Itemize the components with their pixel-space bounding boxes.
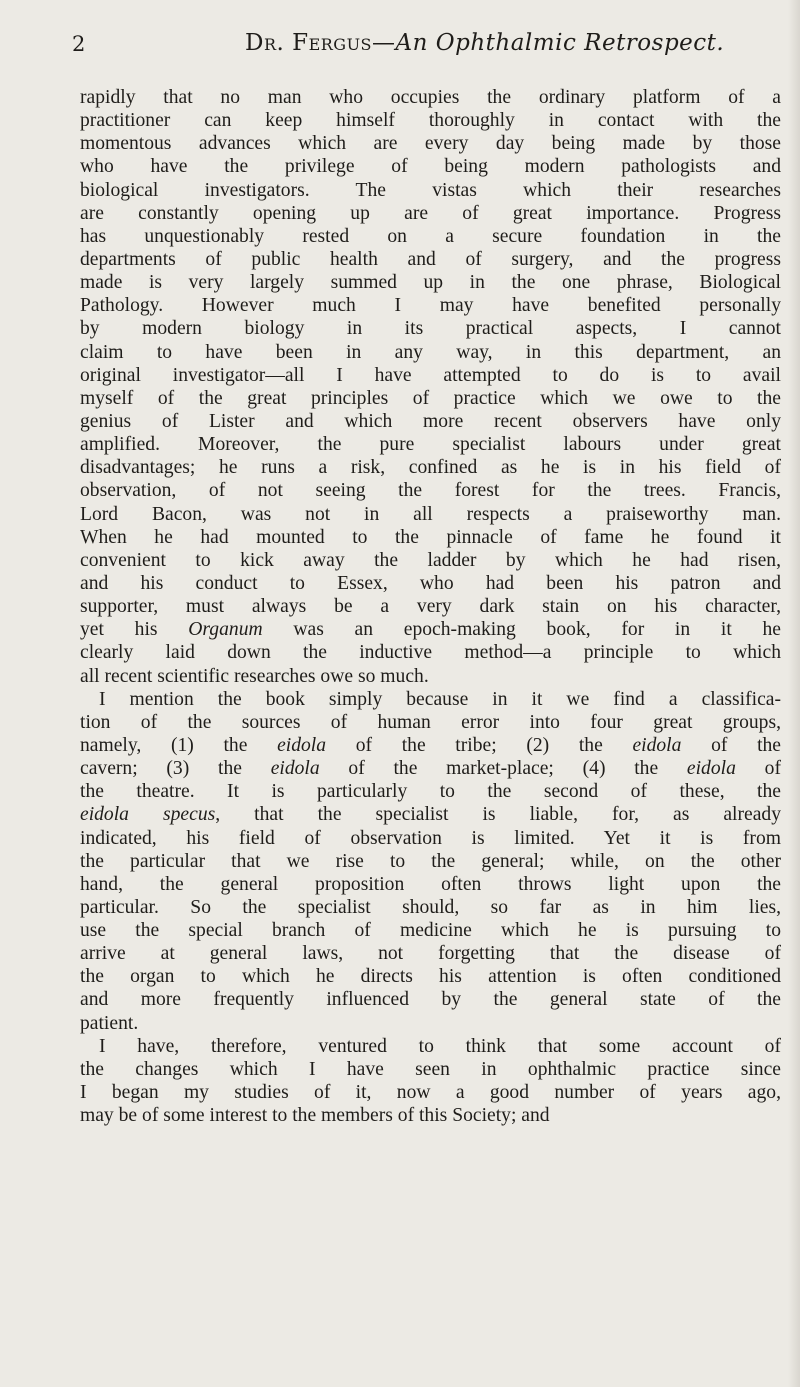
- text-line: use the special branch of medicine which he is pursuing to: [80, 920, 781, 942]
- text-line: When he had mounted to the pinnacle of fame he found it: [80, 526, 781, 548]
- text-line: patient.: [80, 1012, 139, 1034]
- text-line: cavern; (3) the eidola of the market-place; (4) the eidola of: [80, 758, 781, 780]
- text-line: who have the privilege of being modern pathologists and: [80, 156, 781, 178]
- running-header: [72, 30, 772, 70]
- text-line: the changes which I have seen in ophthalmic practice since: [80, 1058, 781, 1080]
- text-line: biological investigators. The vistas which their researches: [80, 179, 781, 201]
- text-line: made is very largely summed up in the one phrase, Biological: [80, 272, 781, 294]
- text-line: indicated, his field of observation is limited. Yet it is from: [80, 827, 781, 849]
- text-line: rapidly that no man who occupies the ordinary platform of a: [80, 87, 781, 108]
- italic-term: eidola: [686, 758, 736, 780]
- italic-term: Organum: [188, 619, 263, 641]
- text-line: momentous advances which are every day being made by those: [80, 133, 781, 155]
- text-line: yet his Organum was an epoch-making book, for in it he: [80, 619, 781, 641]
- text-line: tion of the sources of human error into four great groups,: [80, 711, 781, 733]
- text-line: departments of public health and of surgery, and the progress: [80, 248, 781, 270]
- italic-term: eidola: [632, 734, 682, 756]
- text-line: the particular that we rise to the general; while, on the other: [80, 850, 781, 872]
- running-title-author: Dr. Fergus: [245, 30, 373, 56]
- text-line: disadvantages; he runs a risk, confined as he is in his field of: [80, 457, 781, 479]
- page-number: 2: [72, 32, 86, 56]
- running-title-separator: —: [372, 30, 396, 56]
- running-title: [245, 30, 724, 56]
- text-line: arrive at general laws, not forgetting that the disease of: [80, 943, 781, 965]
- text-line: by modern biology in its practical aspects, I cannot: [80, 318, 781, 340]
- text-line: and more frequently influenced by the general state of the: [80, 989, 781, 1011]
- text-line: are constantly opening up are of great importance. Progress: [80, 202, 781, 224]
- text-line: I have, therefore, ventured to think that some account of: [99, 1035, 781, 1057]
- text-line: observation, of not seeing the forest for the trees. Francis,: [80, 480, 781, 502]
- text-line: practitioner can keep himself thoroughly in contact with the: [80, 110, 781, 132]
- text-line: myself of the great principles of practice which we owe to the: [80, 387, 781, 409]
- text-line: namely, (1) the eidola of the tribe; (2) the eidola of the: [80, 734, 781, 756]
- text-line: original investigator—all I have attempted to do is to avail: [80, 364, 781, 386]
- text-line: genius of Lister and which more recent observers have only: [80, 410, 781, 432]
- italic-term: eidola: [277, 734, 327, 756]
- body-text: [80, 86, 781, 1127]
- text-line: eidola specus, that the specialist is liable, for, as already: [80, 804, 781, 826]
- text-line: claim to have been in any way, in this department, an: [80, 341, 781, 363]
- text-line: has unquestionably rested on a secure foundation in the: [80, 225, 781, 247]
- text-line: Pathology. However much I may have benefited personally: [80, 295, 781, 317]
- text-line: amplified. Moreover, the pure specialist labours under great: [80, 434, 781, 456]
- text-line: I mention the book simply because in it we find a classifica-: [99, 688, 781, 710]
- italic-term: eidola: [270, 758, 320, 780]
- running-title-work: An Ophthalmic Retrospect.: [395, 30, 725, 56]
- italic-term: eidola specus: [80, 804, 216, 826]
- page-edge-shadow: [788, 0, 800, 1387]
- text-line: particular. So the specialist should, so far as in him lies,: [80, 896, 781, 918]
- text-line: I began my studies of it, now a good number of years ago,: [80, 1082, 781, 1104]
- text-line: and his conduct to Essex, who had been his patron and: [80, 572, 781, 594]
- text-line: convenient to kick away the ladder by which he had risen,: [80, 549, 781, 571]
- text-line: the theatre. It is particularly to the second of these, the: [80, 781, 781, 803]
- text-line: Lord Bacon, was not in all respects a praiseworthy man.: [80, 503, 781, 525]
- text-line: hand, the general proposition often throws light upon the: [80, 873, 781, 895]
- text-line: supporter, must always be a very dark stain on his character,: [80, 596, 781, 618]
- text-line: the organ to which he directs his attention is often conditioned: [80, 966, 781, 988]
- text-line: all recent scientific researches owe so much.: [80, 665, 429, 687]
- text-line: may be of some interest to the members of this Society; and: [80, 1105, 550, 1127]
- text-line: clearly laid down the inductive method—a principle to which: [80, 642, 781, 664]
